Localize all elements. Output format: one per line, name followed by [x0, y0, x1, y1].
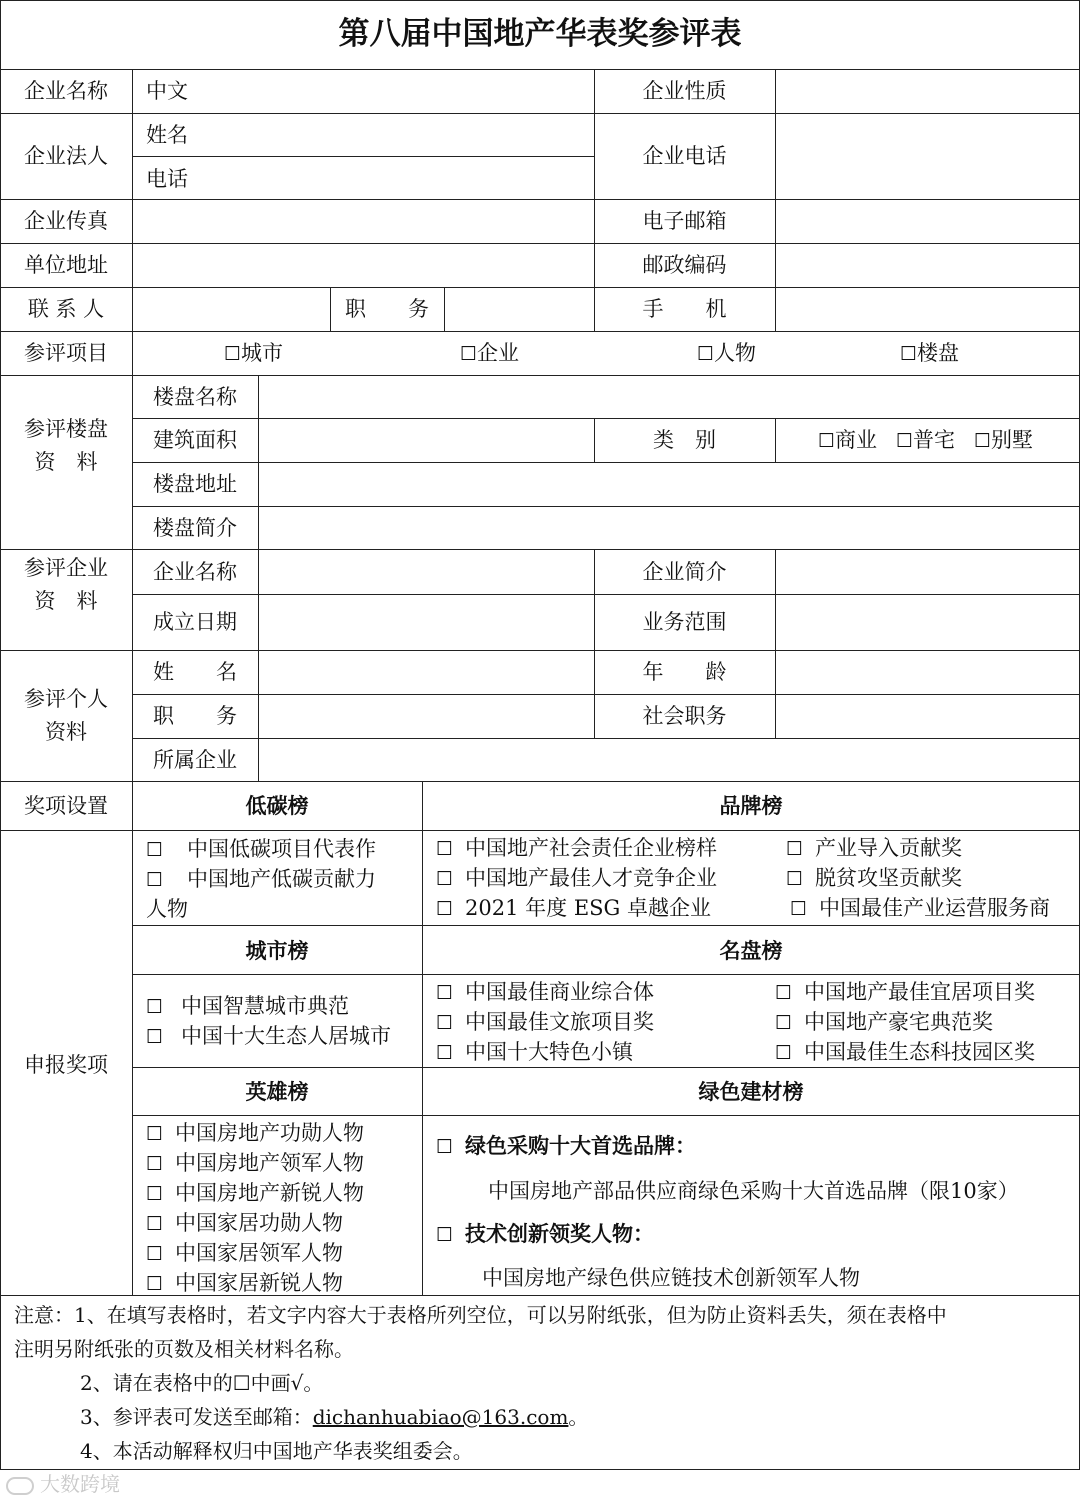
- checkbox-icon[interactable]: ☐: [697, 343, 715, 365]
- green-item1-desc: 中国房地产部品供应商绿色采购十大首选品牌（限10家）: [488, 1179, 1019, 1203]
- row-line: [132, 418, 1080, 419]
- watermark: 大数跨境: [6, 1468, 120, 1497]
- checkbox-icon[interactable]: ☐: [786, 868, 804, 890]
- col-line: [444, 287, 445, 331]
- property-category-label: 类 别: [653, 428, 716, 452]
- checkbox-icon[interactable]: ☐: [896, 430, 914, 452]
- enterprise-intro-label: 企业简介: [642, 560, 727, 584]
- row-line: [0, 199, 1080, 200]
- col-line: [775, 549, 776, 738]
- award-item[interactable]: ☐ 中国房地产领军人物: [146, 1151, 365, 1175]
- category-commercial[interactable]: ☐商业: [818, 428, 878, 452]
- position-label: 职 务: [345, 297, 429, 321]
- row-line: [0, 781, 1080, 782]
- row-line: [0, 243, 1080, 244]
- note-3: 3、参评表可发送至邮箱：dichanhuabiao@163.com。: [80, 1405, 589, 1429]
- green-heading: 绿色建材榜: [698, 1079, 804, 1104]
- award-item[interactable]: ☐ 中国家居功勋人物: [146, 1211, 344, 1235]
- checkbox-icon[interactable]: ☐: [146, 996, 164, 1018]
- checkbox-icon[interactable]: ☐: [146, 1026, 164, 1048]
- property-name-label: 楼盘名称: [153, 385, 237, 409]
- award-item[interactable]: ☐ 产业导入贡献奖: [786, 836, 963, 860]
- property-address-label: 楼盘地址: [153, 472, 237, 496]
- checkbox-icon[interactable]: ☐: [786, 838, 804, 860]
- checkbox-icon[interactable]: ☐: [436, 1136, 454, 1158]
- award-item[interactable]: ☐ 脱贫攻坚贡献奖: [786, 866, 963, 890]
- option-city[interactable]: ☐城市: [224, 341, 284, 365]
- checkbox-icon[interactable]: ☐: [974, 430, 992, 452]
- fax-label: 企业传真: [24, 209, 108, 233]
- company-name-label: 企业名称: [24, 79, 108, 103]
- row-line: [0, 287, 1080, 288]
- award-item[interactable]: ☐ 中国十大特色小镇: [436, 1040, 634, 1064]
- award-item[interactable]: ☐ 中国地产最佳宜居项目奖: [775, 980, 1036, 1004]
- award-item[interactable]: ☐ 中国最佳生态科技园区奖: [775, 1040, 1036, 1064]
- award-item[interactable]: ☐ 中国地产社会责任企业榜样: [436, 836, 718, 860]
- legal-rep-name-label[interactable]: 姓名: [146, 123, 188, 147]
- award-apply-label: 申报奖项: [24, 1053, 108, 1077]
- row-line: [132, 1067, 1080, 1068]
- company-nature-label: 企业性质: [642, 79, 727, 103]
- award-item[interactable]: ☐ 绿色采购十大首选品牌：: [436, 1133, 697, 1158]
- project-label: 参评项目: [24, 341, 108, 365]
- checkbox-icon[interactable]: ☐: [436, 1224, 454, 1246]
- address-label: 单位地址: [24, 253, 108, 277]
- option-enterprise[interactable]: ☐企业: [460, 341, 520, 365]
- award-item[interactable]: ☐ 中国地产豪宅典范奖: [775, 1010, 994, 1034]
- brand-heading: 品牌榜: [719, 793, 783, 818]
- property-section-label-1: 参评楼盘: [24, 417, 108, 441]
- company-phone-label: 企业电话: [642, 144, 727, 168]
- person-position-label: 职 务: [153, 704, 237, 728]
- form-title: 第八届中国地产华表奖参评表: [338, 16, 742, 52]
- checkbox-icon[interactable]: ☐: [436, 838, 454, 860]
- checkbox-icon[interactable]: ☐: [146, 1273, 164, 1295]
- person-company-label: 所属企业: [153, 748, 237, 772]
- award-item[interactable]: ☐ 中国低碳项目代表作: [146, 837, 377, 861]
- award-item[interactable]: ☐ 中国地产最佳人才竞争企业: [436, 866, 718, 890]
- contact-label: 联 系 人: [27, 297, 105, 321]
- row-line: [132, 738, 1080, 739]
- checkbox-icon[interactable]: ☐: [146, 839, 164, 861]
- checkbox-icon[interactable]: ☐: [790, 898, 808, 920]
- checkbox-icon[interactable]: ☐: [146, 1183, 164, 1205]
- row-line: [132, 594, 1080, 595]
- row-line: [0, 549, 1080, 550]
- legal-rep-phone-label[interactable]: 电话: [146, 167, 188, 191]
- row-line: [132, 156, 594, 157]
- famous-heading: 名盘榜: [719, 938, 783, 963]
- person-section-label-1: 参评个人: [24, 687, 108, 711]
- checkbox-icon[interactable]: ☐: [818, 430, 836, 452]
- checkbox-icon[interactable]: ☐: [146, 1213, 164, 1235]
- category-residential[interactable]: ☐普宅: [896, 428, 956, 452]
- checkbox-icon[interactable]: ☐: [460, 343, 478, 365]
- checkbox-icon[interactable]: ☐: [775, 982, 793, 1004]
- row-line: [0, 331, 1080, 332]
- award-item[interactable]: ☐ 中国家居新锐人物: [146, 1271, 344, 1295]
- row-line: [132, 694, 1080, 695]
- founded-label: 成立日期: [153, 610, 237, 634]
- checkbox-icon[interactable]: ☐: [146, 1243, 164, 1265]
- award-item[interactable]: ☐ 中国家居领军人物: [146, 1241, 344, 1265]
- green-item2-desc: 中国房地产绿色供应链技术创新领军人物: [482, 1266, 860, 1290]
- checkbox-icon[interactable]: ☐: [224, 343, 242, 365]
- col-line: [258, 375, 259, 781]
- note-2: 2、请在表格中的☐中画√。: [80, 1371, 324, 1395]
- enterprise-section-label-2: 资 料: [34, 589, 98, 613]
- option-property[interactable]: ☐楼盘: [900, 341, 960, 365]
- person-name-label: 姓 名: [153, 660, 237, 684]
- award-item[interactable]: ☐ 技术创新领奖人物：: [436, 1221, 655, 1246]
- award-item[interactable]: ☐ 中国最佳文旅项目奖: [436, 1010, 655, 1034]
- row-line: [0, 650, 1080, 651]
- enterprise-name-label: 企业名称: [153, 560, 237, 584]
- mobile-label: 手 机: [642, 297, 727, 321]
- low-carbon-heading: 低碳榜: [245, 793, 309, 818]
- award-item[interactable]: ☐ 中国最佳商业综合体: [436, 980, 655, 1004]
- company-name-value[interactable]: 中文: [146, 79, 188, 103]
- email-label: 电子邮箱: [642, 209, 727, 233]
- checkbox-icon[interactable]: ☐: [436, 1042, 454, 1064]
- row-line: [132, 506, 1080, 507]
- award-item-continued: 人物: [146, 897, 188, 921]
- watermark-logo-icon: [6, 1477, 34, 1495]
- award-item[interactable]: ☐ 中国智慧城市典范: [146, 994, 350, 1018]
- award-item[interactable]: ☐ 中国最佳产业运营服务商: [790, 896, 1051, 920]
- hero-heading: 英雄榜: [245, 1079, 309, 1104]
- note-4: 4、本活动解释权归中国地产华表奖组委会。: [80, 1439, 473, 1463]
- legal-rep-label: 企业法人: [24, 144, 108, 168]
- checkbox-icon[interactable]: ☐: [436, 1012, 454, 1034]
- award-item[interactable]: ☐ 中国房地产新锐人物: [146, 1181, 365, 1205]
- checkbox-icon[interactable]: ☐: [900, 343, 918, 365]
- col-line: [775, 418, 776, 462]
- property-intro-label: 楼盘简介: [153, 516, 237, 540]
- checkbox-icon[interactable]: ☐: [436, 982, 454, 1004]
- col-line: [422, 781, 423, 1295]
- person-section-label-2: 资料: [45, 720, 87, 744]
- enterprise-section-label-1: 参评企业: [24, 556, 108, 580]
- postcode-label: 邮政编码: [642, 253, 727, 277]
- checkbox-icon[interactable]: ☐: [775, 1042, 793, 1064]
- row-line: [0, 830, 1080, 831]
- scope-label: 业务范围: [642, 610, 727, 634]
- row-line: [132, 1115, 1080, 1116]
- person-social-label: 社会职务: [642, 704, 727, 728]
- checkbox-icon[interactable]: ☐: [146, 869, 164, 891]
- checkbox-icon[interactable]: ☐: [146, 1153, 164, 1175]
- person-age-label: 年 龄: [642, 660, 727, 684]
- option-person[interactable]: ☐人物: [697, 341, 757, 365]
- checkbox-icon[interactable]: ☐: [146, 1123, 164, 1145]
- award-setting-label: 奖项设置: [24, 794, 108, 818]
- email-link[interactable]: dichanhuabiao@163.com: [312, 1405, 569, 1429]
- row-line: [0, 113, 1080, 114]
- category-villa[interactable]: ☐别墅: [974, 428, 1034, 452]
- award-item[interactable]: ☐ 中国房地产功勋人物: [146, 1121, 365, 1145]
- row-line: [0, 375, 1080, 376]
- col-line: [775, 69, 776, 331]
- award-item[interactable]: ☐ 中国十大生态人居城市: [146, 1024, 392, 1048]
- checkbox-icon[interactable]: ☐: [436, 868, 454, 890]
- property-section-label-2: 资 料: [34, 450, 98, 474]
- city-heading: 城市榜: [245, 938, 309, 963]
- property-area-label: 建筑面积: [153, 428, 237, 452]
- checkbox-icon[interactable]: ☐: [775, 1012, 793, 1034]
- row-line: [0, 69, 1080, 70]
- award-item[interactable]: ☐ 2021 年度 ESG 卓越企业: [436, 896, 712, 920]
- note-1-line-2: 注明另附纸张的页数及相关材料名称。: [14, 1337, 354, 1361]
- row-line: [132, 974, 1080, 975]
- award-item[interactable]: ☐ 中国地产低碳贡献力: [146, 867, 377, 891]
- row-line: [132, 925, 1080, 926]
- row-line: [132, 462, 1080, 463]
- checkbox-icon[interactable]: ☐: [436, 898, 454, 920]
- note-1-line-1: 注意：1、在填写表格时，若文字内容大于表格所列空位，可以另附纸张，但为防止资料丢失，须在表格中: [14, 1303, 947, 1327]
